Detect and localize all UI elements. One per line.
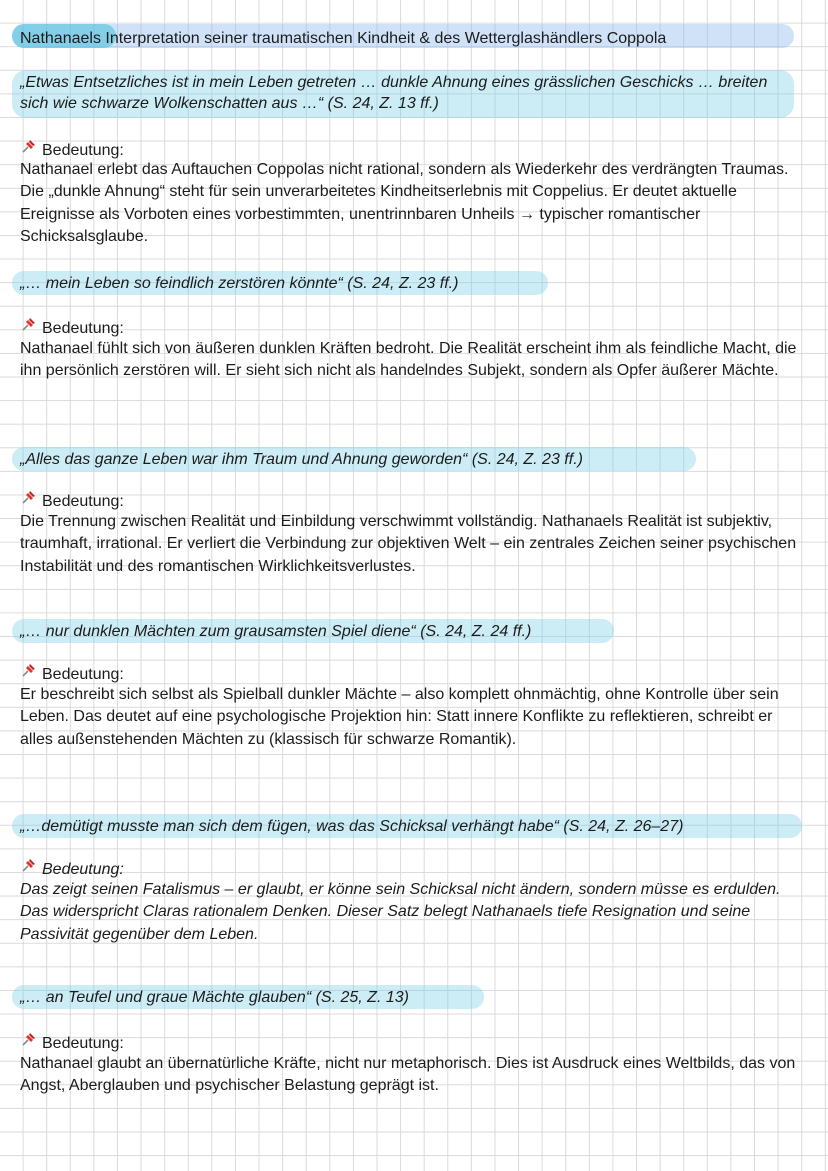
meaning-label-3: Bedeutung: <box>20 488 124 513</box>
meaning-text-3: Die Trennung zwischen Realität und Einbildung verschwimmt vollständig. Nathanaels Realität ist subjektiv, traumhaft, irrational. Er verliert die Verbindung zur objektiven Welt – ein zentrales Zeichen seiner psychischen Instabilität und des romantischen Wirklichkeitsverlustes. <box>20 513 797 575</box>
quote-1: „Etwas Entsetzliches ist in mein Leben getreten … dunkle Ahnung eines grässlichen Geschicks … breiten sich wie schwarze Wolkenschatten aus …“ (S. 24, Z. 13 ff.) <box>20 74 768 112</box>
page-title: Nathanaels Interpretation seiner traumatischen Kindheit & des Wetterglashändlers Coppola <box>20 30 667 47</box>
meaning-text-2: Nathanael fühlt sich von äußeren dunklen Kräften bedroht. Die Realität erscheint ihm als feindliche Macht, die ihn persönlich zerstören will. Er sieht sich nicht als handelndes Subjekt, sondern als Opfer äußerer Mächte. <box>20 340 797 380</box>
meaning-label-2: Bedeutung: <box>20 315 124 340</box>
quote-5: „…demütigt musste man sich dem fügen, was das Schicksal verhängt habe“ (S. 24, Z. 26–27) <box>20 818 684 835</box>
meaning-text-4: Er beschreibt sich selbst als Spielball dunkler Mächte – also komplett ohnmächtig, ohne Kontrolle über sein Leben. Das deutet auf eine psychologische Projektion hin: Statt innere Konflikte zu reflektieren, schreibt er alles außenstehenden Mächten zu (klassisch für schwarze Romantik). <box>20 686 779 748</box>
meaning-label-5: Bedeutung: <box>20 856 124 881</box>
pin-icon <box>20 315 42 340</box>
pin-icon <box>20 661 42 686</box>
meaning-text-6: Nathanael glaubt an übernatürliche Kräfte, nicht nur metaphorisch. Dies ist Ausdruck eines Weltbilds, das von Angst, Aberglauben und psychischer Belastung geprägt ist. <box>20 1055 796 1095</box>
quote-6: „… an Teufel und graue Mächte glauben“ (S. 25, Z. 13) <box>20 989 409 1006</box>
pin-icon <box>20 488 42 513</box>
quote-2: „… mein Leben so feindlich zerstören könnte“ (S. 24, Z. 23 ff.) <box>20 275 459 292</box>
meaning-label-6: Bedeutung: <box>20 1030 124 1055</box>
meaning-label-4: Bedeutung: <box>20 661 124 686</box>
quote-4: „… nur dunklen Mächten zum grausamsten Spiel diene“ (S. 24, Z. 24 ff.) <box>20 623 532 640</box>
quote-3: „Alles das ganze Leben war ihm Traum und Ahnung geworden“ (S. 24, Z. 23 ff.) <box>20 451 583 468</box>
meaning-text-1: Nathanael erlebt das Auftauchen Coppolas nicht rational, sondern als Wiederkehr des verdrängten Traumas. Die „dunkle Ahnung“ steht für sein unverarbeitetes Kindheitserlebnis mit Coppelius. Er deutet aktuelle Ereignisse als Vorboten eines vorbestimmten, unentrinnbaren Unheils → typischer romantischer Schicksalsglaube. <box>20 161 789 245</box>
meaning-text-5: Das zeigt seinen Fatalismus – er glaubt, er könne sein Schicksal nicht ändern, sondern müsse es erdulden. Das widerspricht Claras rationalem Denken. Dieser Satz belegt Nathanaels tiefe Resignation und seine Passivität gegenüber dem Leben. <box>20 881 781 943</box>
meaning-label-1: Bedeutung: <box>20 137 124 162</box>
pin-icon <box>20 1030 42 1055</box>
pin-icon <box>20 856 42 881</box>
